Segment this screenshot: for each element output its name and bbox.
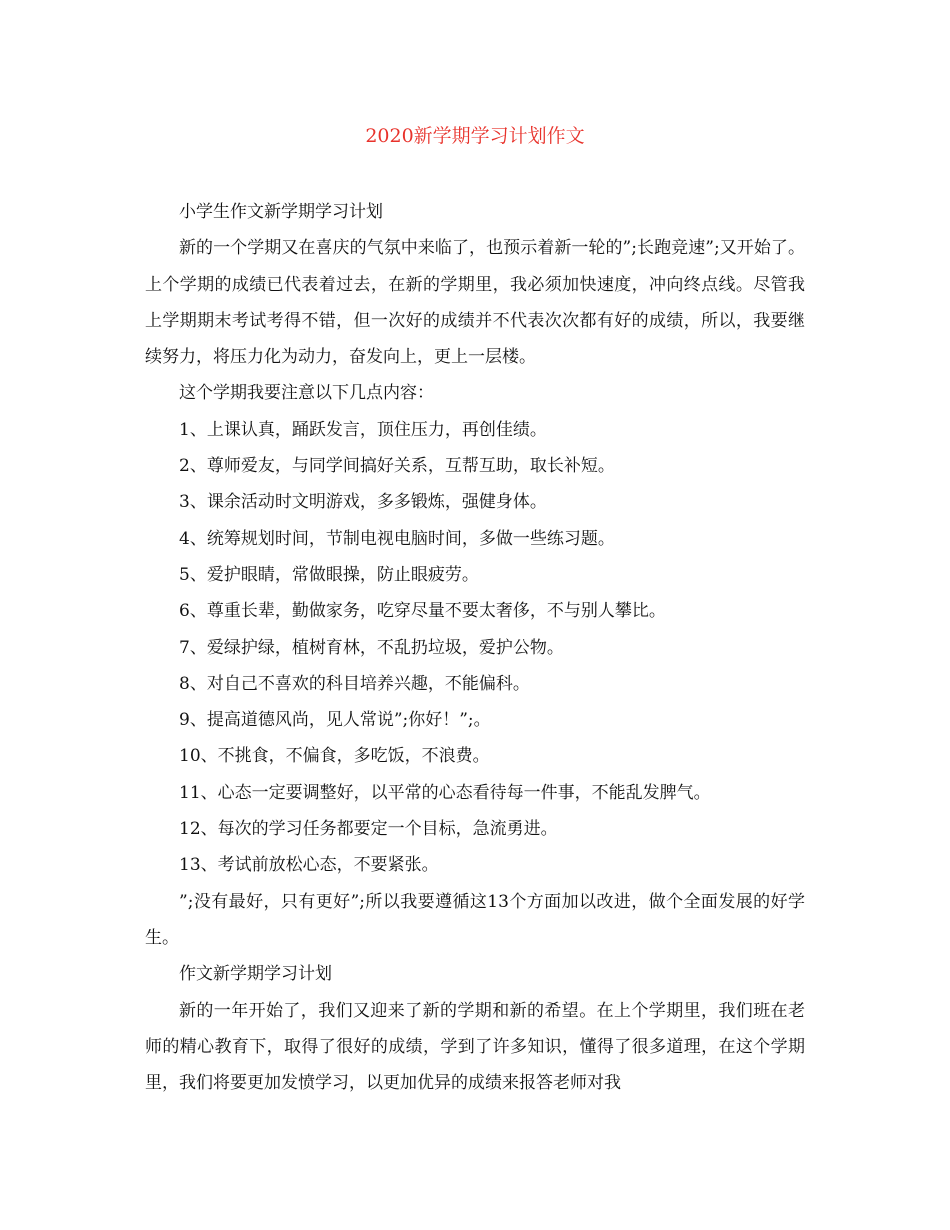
paragraph-list-intro: 这个学期我要注意以下几点内容： — [179, 383, 434, 404]
paragraph-second-essay: 新的一年开始了，我们又迎来了新的学期和新的希望。在上个学期里，我们班在老师的精心教育下，取得了很好的成绩，学到了许多知识，懂得了很多道理，在这个学期里，我们将要更加发愤学习，以更加优异的成绩来报答老师对我 — [145, 1000, 805, 1094]
list-item: 5、爱护眼睛，常做眼操，防止眼疲劳。 — [179, 564, 479, 585]
list-item: 2、尊师爱友，与同学间搞好关系，互帮互助，取长补短。 — [179, 456, 615, 477]
document-title: 2020新学期学习计划作文 — [365, 125, 585, 147]
list-item: 4、统筹规划时间，节制电视电脑时间，多做一些练习题。 — [179, 528, 615, 549]
paragraph-conclusion: ”;没有最好，只有更好”;所以我要遵循这13个方面加以改进，做个全面发展的好学生。 — [145, 891, 805, 948]
list-item: 7、爱绿护绿，植树育林，不乱扔垃圾，爱护公物。 — [179, 637, 564, 658]
section-heading-1: 小学生作文新学期学习计划 — [179, 202, 383, 222]
section-heading-2: 作文新学期学习计划 — [179, 964, 332, 985]
list-item: 3、课余活动时文明游戏，多多锻炼，强健身体。 — [179, 492, 547, 513]
list-item: 9、提高道德风尚，见人常说”;你好！”;。 — [179, 710, 491, 731]
list-item: 11、心态一定要调整好，以平常的心态看待每一件事，不能乱发脾气。 — [179, 782, 711, 803]
list-item: 10、不挑食，不偏食，多吃饭，不浪费。 — [179, 746, 490, 767]
list-item: 1、上课认真，踊跃发言，顶住压力，再创佳绩。 — [179, 419, 547, 440]
list-item: 13、考试前放松心态，不要紧张。 — [179, 855, 439, 876]
document-body — [145, 194, 805, 1101]
list-item: 8、对自己不喜欢的科目培养兴趣，不能偏科。 — [179, 673, 530, 694]
list-item: 12、每次的学习任务都要定一个目标，急流勇进。 — [179, 819, 558, 840]
paragraph-intro: 新的一个学期又在喜庆的气氛中来临了，也预示着新一轮的”;长跑竞速”;又开始了。上个学期的成绩已代表着过去，在新的学期里，我必须加快速度，冲向终点线。尽管我上学期期末考试考得不错，但一次好的成绩并不代表次次都有好的成绩，所以，我要继续努力，将压力化为动力，奋发向上，更上一层楼。 — [145, 238, 805, 368]
list-item: 6、尊重长辈，勤做家务，吃穿尽量不要太奢侈，不与别人攀比。 — [179, 601, 666, 622]
